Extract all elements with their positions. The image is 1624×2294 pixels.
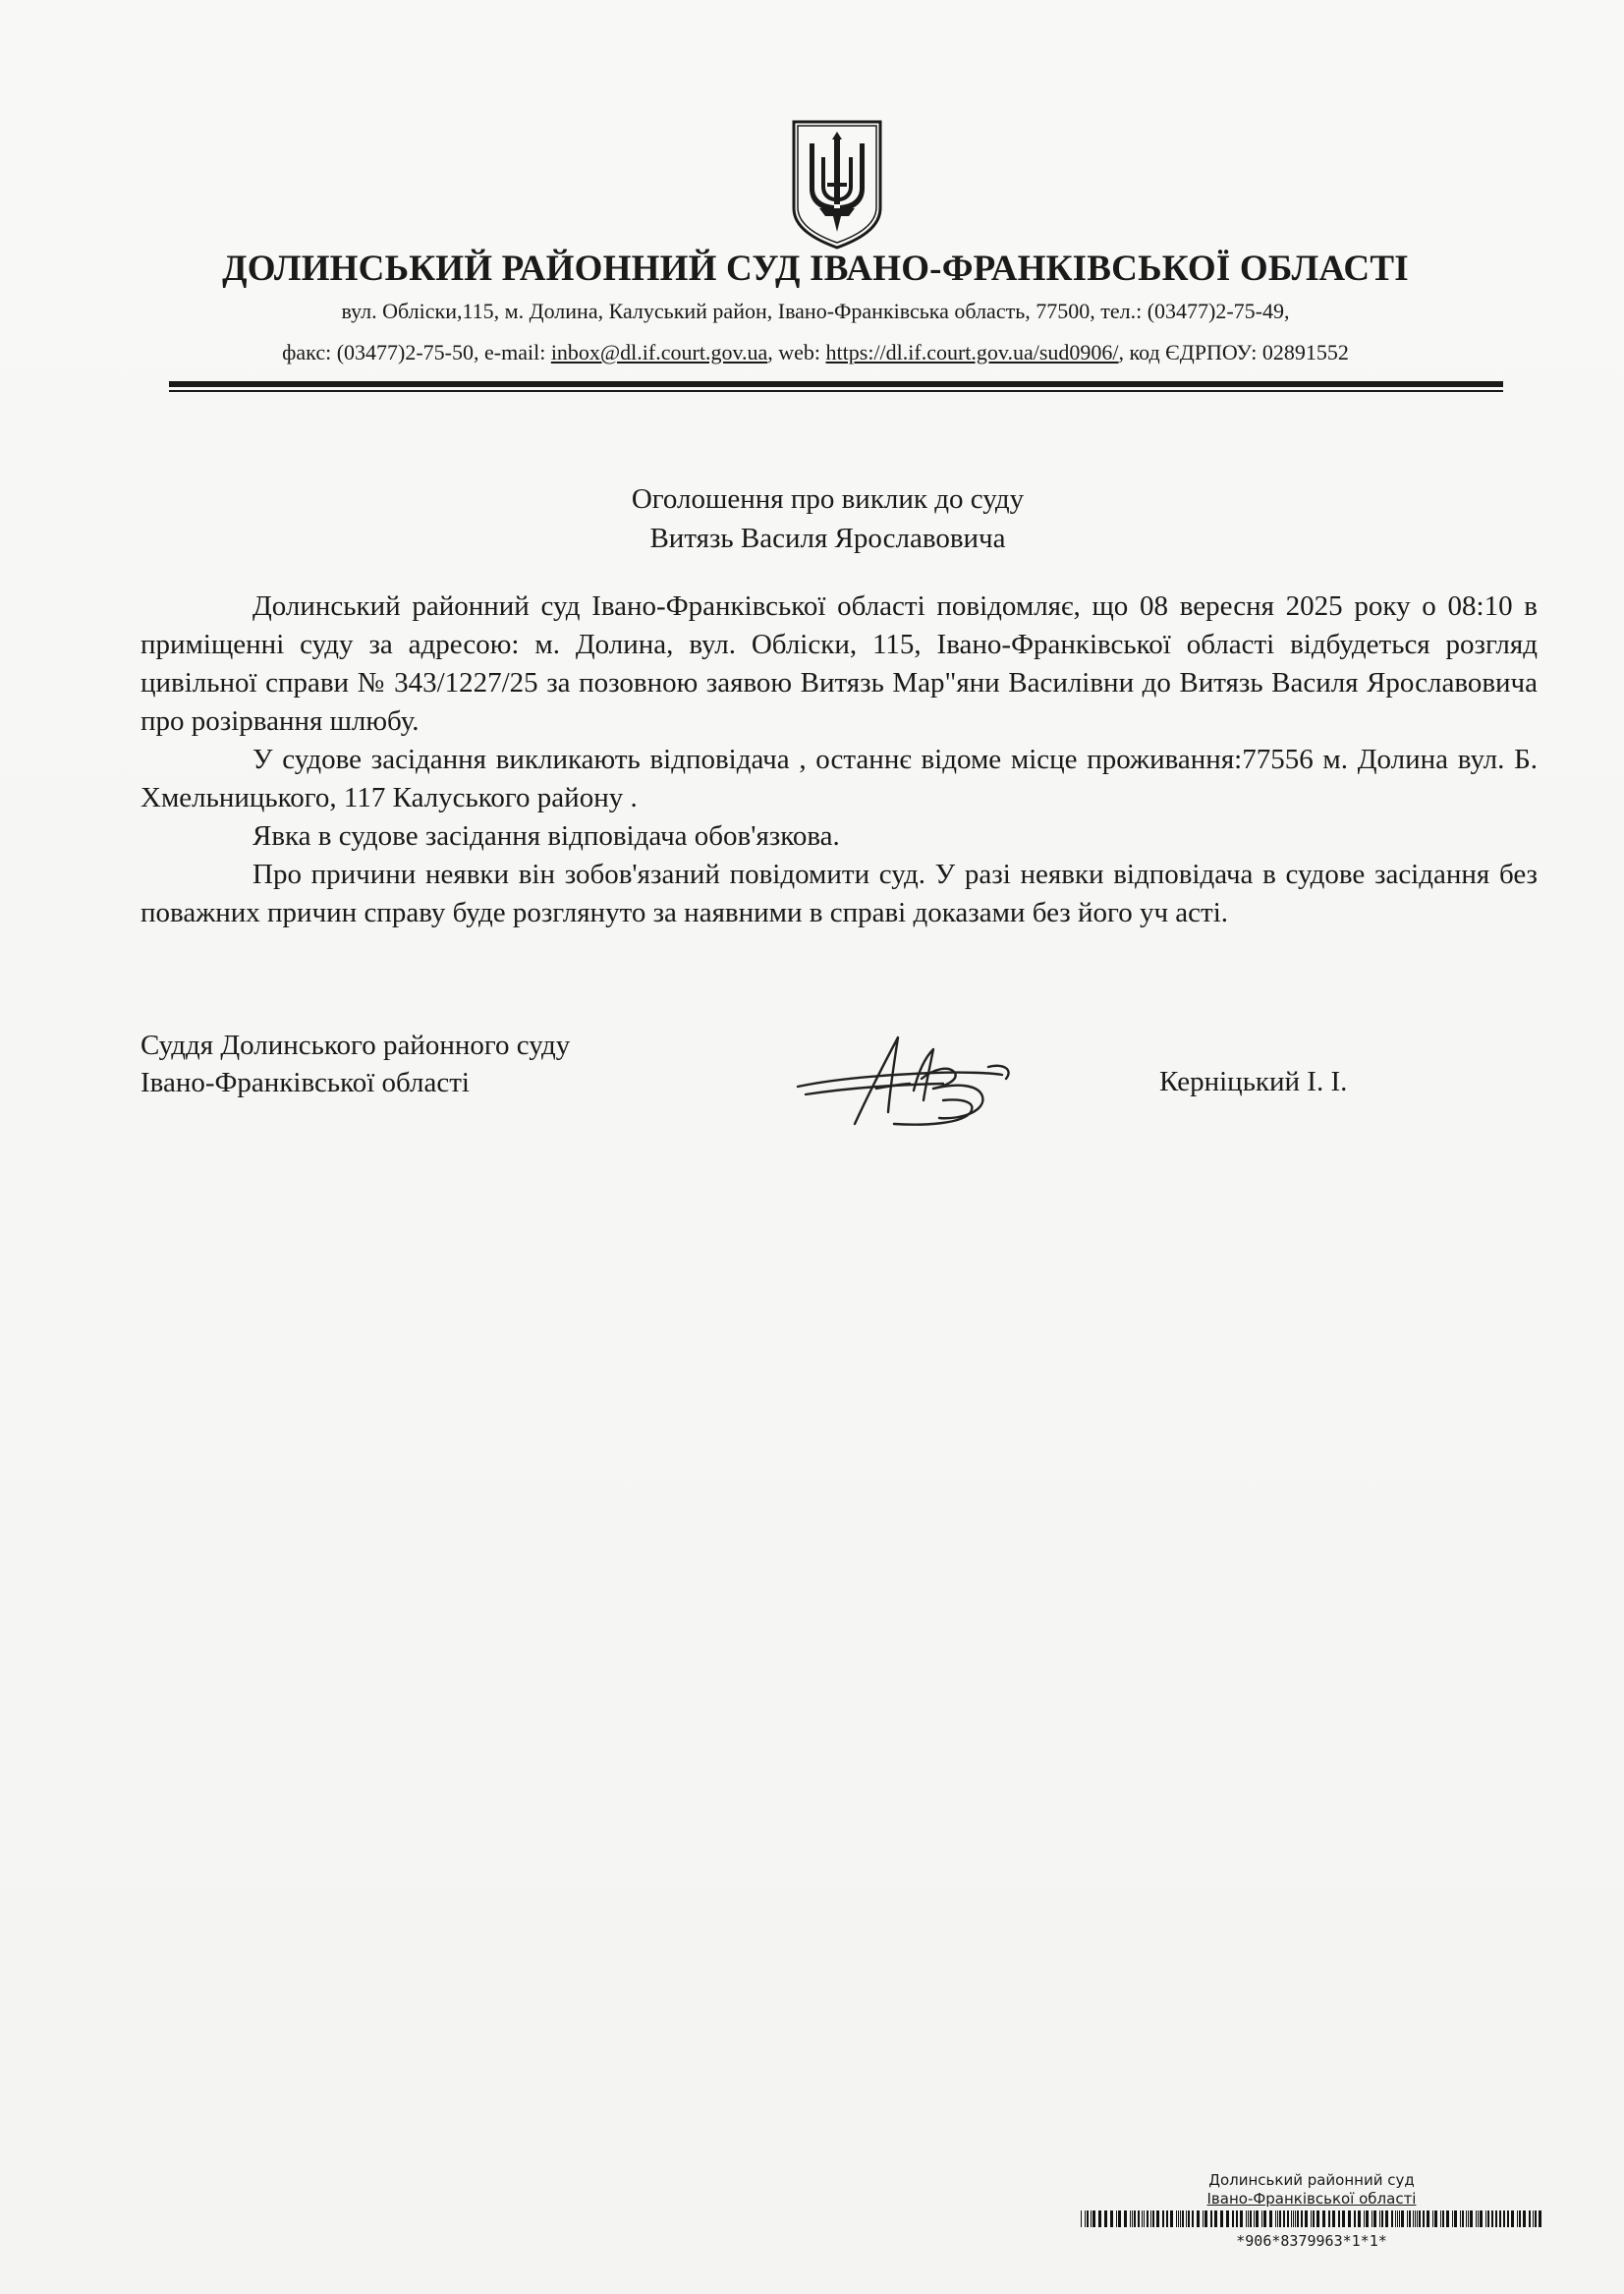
notice-heading	[295, 479, 1361, 558]
paragraph-consequences: Про причини неявки він зобов'язаний повідомити суд. У разі неявки відповідача в судове засідання без поважних причин справу буде розглянуто за наявними в справі доказами без його уч асті.	[140, 859, 1538, 928]
judge-position-line2: Івано-Франківської області	[140, 1067, 470, 1098]
header-divider	[169, 381, 1503, 387]
website-link[interactable]: https://dl.if.court.gov.ua/sud0906/	[825, 340, 1119, 364]
coat-of-arms-icon	[790, 118, 884, 252]
paragraph-hearing: Долинський районний суд Івано-Франківської області повідомляє, що 08 вересня 2025 року о 08:10 в приміщенні суду за адресою: м. Долина, вул. Обліски, 115, Івано-Франківської області відбудеться розгляд цивільної справи № 343/1227/25 за позовною заявою Витязь Мар"яни Василівни до Витязь Василя Ярославовича про розірвання шлюбу.	[140, 590, 1538, 737]
court-contacts	[157, 340, 1474, 365]
notice-title: Оголошення про виклик до суду	[631, 483, 1025, 515]
edrpou-code: , код ЄДРПОУ: 02891552	[1118, 340, 1349, 364]
barcode-number: *906*8379963*1*1*	[1236, 2232, 1387, 2250]
judge-name: Керніцький І. І.	[1159, 1066, 1348, 1097]
judge-position	[140, 1027, 570, 1101]
header-divider-thin	[169, 390, 1503, 392]
handwritten-signature	[796, 1030, 1028, 1138]
barcode	[1081, 2210, 1542, 2227]
stamp-court-region: Івано-Франківської області	[1206, 2190, 1417, 2208]
web-label: , web:	[767, 340, 826, 364]
judge-position-line1: Суддя Долинського районного суду	[140, 1030, 571, 1061]
paragraph-summons: У судове засідання викликають відповідача , останнє відоме місце проживання:77556 м. Долина вул. Б. Хмельницького, 117 Калуського району .	[140, 744, 1538, 813]
court-address: вул. Обліски,115, м. Долина, Калуський район, Івано-Франківська область, 77500, тел.: (03477)2-75-49,	[341, 299, 1290, 323]
registration-stamp	[1081, 2171, 1542, 2250]
court-name: ДОЛИНСЬКИЙ РАЙОННИЙ СУД ІВАНО-ФРАНКІВСЬКОЇ ОБЛАСТІ	[222, 249, 1409, 289]
paragraph-attendance: Явка в судове засідання відповідача обов'язкова.	[252, 820, 840, 852]
email-link[interactable]: inbox@dl.if.court.gov.ua	[550, 340, 768, 364]
notice-addressee: Витязь Василя Ярославовича	[649, 523, 1006, 554]
stamp-court-name: Долинський районний суд	[1208, 2171, 1415, 2189]
notice-body	[140, 587, 1538, 932]
fax-label: факс: (03477)2-75-50, e-mail:	[282, 340, 551, 364]
